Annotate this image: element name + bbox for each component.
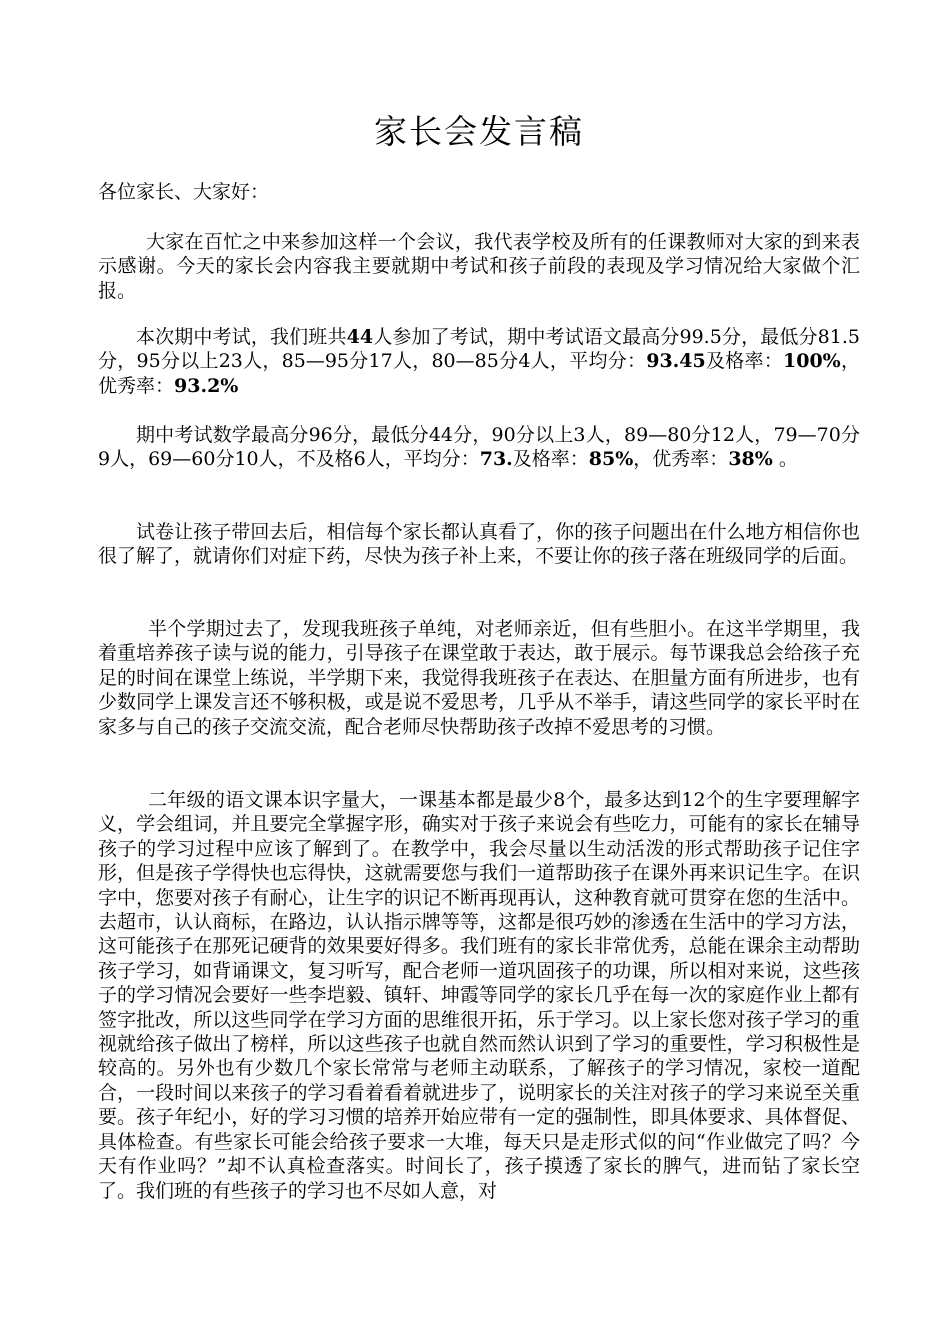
paragraph-exam-papers: 试卷让孩子带回去后，相信每个家长都认真看了，你的孩子问题出在什么地方相信你也很了解了，就请你们对症下药，尽快为孩子补上来，不要让你的孩子落在班级同学的后面。 — [98, 521, 860, 568]
student-count: 44 — [346, 326, 374, 348]
average-score: 93.45 — [646, 350, 706, 373]
math-excellence-rate: 38% — [728, 448, 773, 471]
text-segment: ，优秀率： — [98, 350, 860, 397]
text-segment: 及格率： — [512, 448, 589, 471]
text-segment: 人参加了考试，期中考试语文最高分99.5分，最低分81.5分，95分以上23人，85—95分17人，80—85分4人，平均分： — [98, 326, 860, 373]
paragraph-literacy: 二年级的语文课本识字量大，一课基本都是最少8个，最多达到12个的生字要理解字义，学会组词，并且要完全掌握字形，确实对于孩子来说会有些吃力，可能有的家长在辅导孩子的学习过程中应该了解到了。在教学中，我会尽量以生动活泼的形式帮助孩子记住字形，但是孩子学得快也忘得快，这就需要您与我们一道帮助孩子在课外再来识记生字。在识字中，您要对孩子有耐心，让生字的识记不断再现再认，这种教育就可贯穿在您的生活中。去超市，认认商标，在路边，认认指示牌等等，这都是很巧妙的渗透在生活中的学习方法，这可能孩子在那死记硬背的效果要好得多。我们班有的家长非常优秀，总能在课余主动帮助孩子学习，如背诵课文，复习听写，配合老师一道巩固孩子的功课，所以相对来说，这些孩子的学习情况会要好一些李垲毅、镇轩、坤霞等同学的家长几乎在每一次的家庭作业上都有签字批改，所以这些同学在学习方面的思维很开拓，乐于学习。以上家长您对孩子学习的重视就给孩子做出了榜样，所以这些孩子也就自然而然认识到了学习的重要性，学习积极性是较高的。另外也有少数几个家长常常与老师主动联系，了解孩子的学习情况，家校一道配合，一段时间以来孩子的学习看着看着就进步了，说明家长的关注对孩子的学习来说至关重要。孩子年纪小，好的学习习惯的培养开始应带有一定的强制性，即具体要求、具体督促、具体检查。有些家长可能会给孩子要求一大堆，每天只是走形式似的问“作业做完了吗？今天有作业吗？”却不认真检查落实。时间长了，孩子摸透了家长的脾气，进而钻了家长空了。我们班的有些孩子的学习也不尽如人意，对 — [98, 789, 860, 1202]
paragraph-half-semester: 半个学期过去了，发现我班孩子单纯，对老师亲近，但有些胆小。在这半学期里，我着重培养孩子读与说的能力，引导孩子在课堂敢于表达，敢于展示。每节课我总会给孩子充足的时间在课堂上练说，半学期下来，我觉得我班孩子在表达、在胆量方面有所进步，也有少数同学上课发言还不够积极，或是说不爱思考，几乎从不举手，请这些同学的家长平时在家多与自己的孩子交流交流，配合老师尽快帮助孩子改掉不爱思考的习惯。 — [98, 618, 860, 738]
paragraph-welcome: 大家在百忙之中来参加这样一个会议，我代表学校及所有的任课教师对大家的到来表示感谢。今天的家长会内容我主要就期中考试和孩子前段的表现及学习情况给大家做个汇报。 — [98, 231, 860, 302]
paragraph-math-exam — [98, 423, 860, 472]
math-pass-rate: 85% — [588, 448, 634, 471]
document-title: 家长会发言稿 — [374, 112, 584, 151]
paragraph-chinese-exam — [98, 325, 860, 398]
text-segment: 本次期中考试，我们班共 — [136, 326, 347, 348]
text-segment: 期中考试数学最高分96分，最低分44分，90分以上3人，89—80分12人，79—70分9人，69—60分10人，不及格6人，平均分： — [98, 424, 860, 471]
text-segment: 及格率： — [705, 350, 783, 373]
math-average-score: 73. — [479, 448, 513, 471]
greeting: 各位家长、大家好： — [98, 181, 270, 203]
text-segment: 。 — [772, 448, 798, 471]
text-segment: ，优秀率： — [633, 448, 729, 471]
pass-rate: 100% — [783, 350, 841, 373]
excellence-rate: 93.2% — [174, 374, 239, 397]
